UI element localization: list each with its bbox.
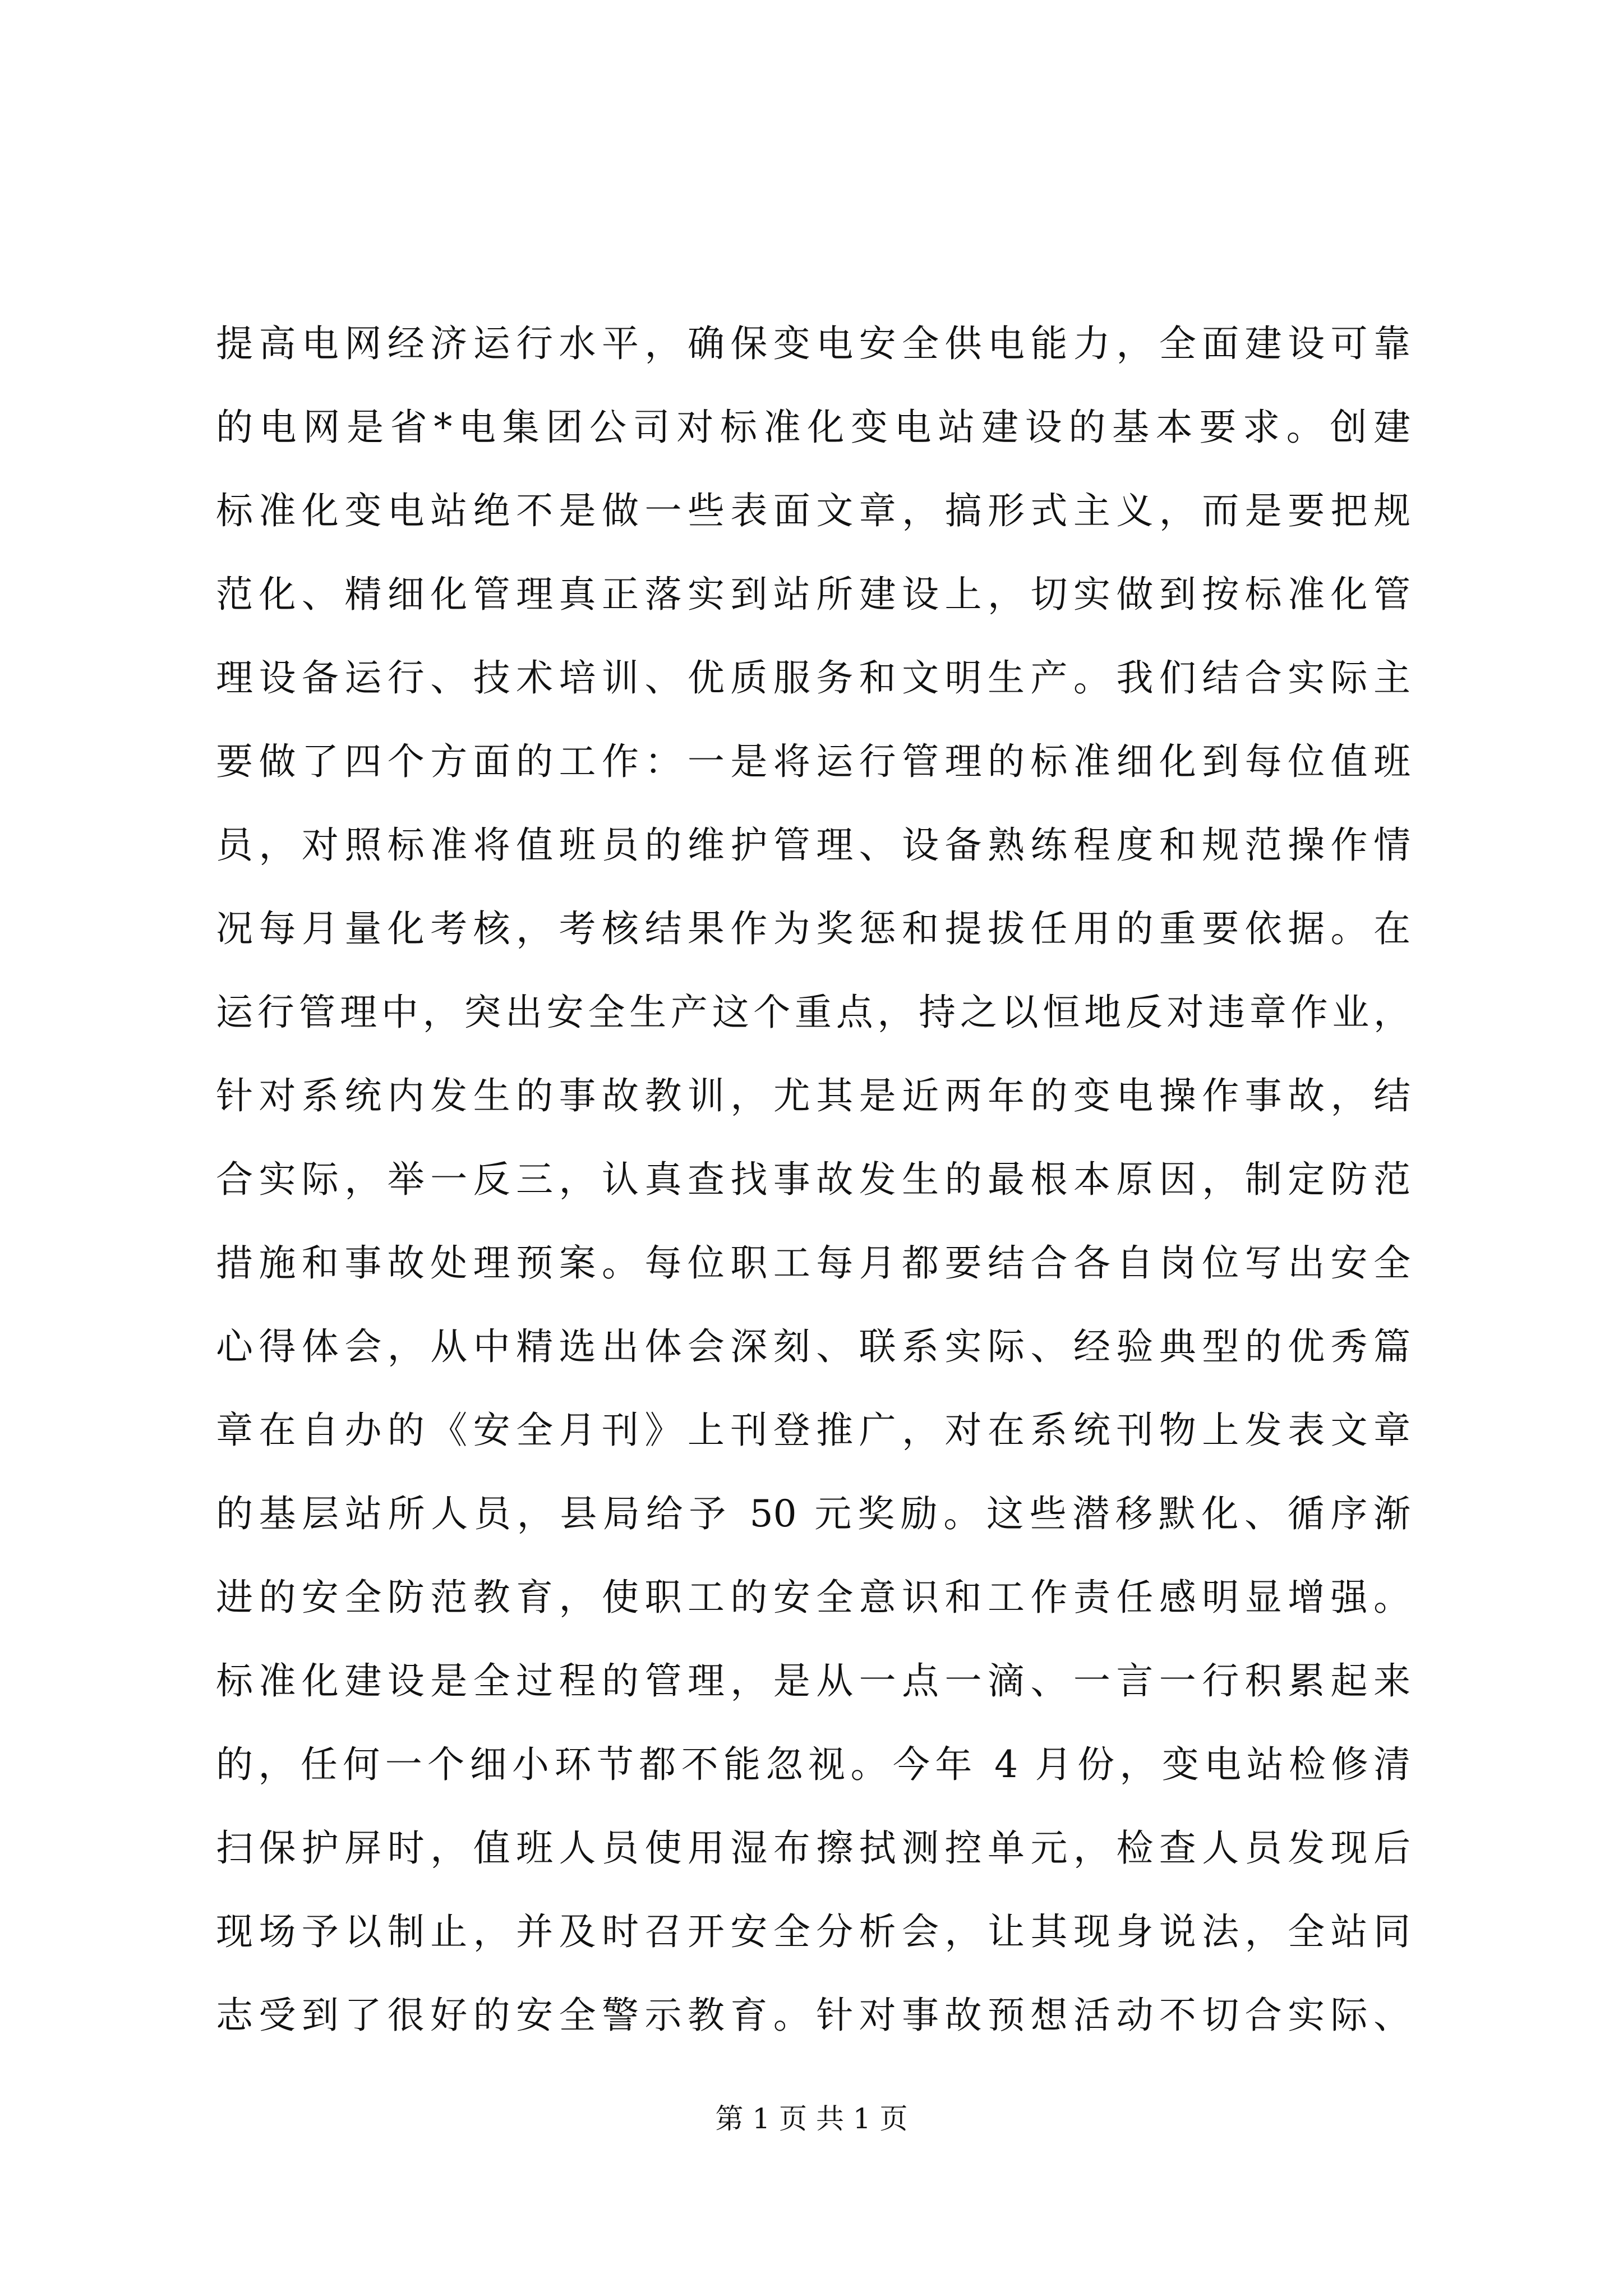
text-line: 提高电网经济运行水平，确保变电安全供电能力，全面建设可靠 [216, 322, 1410, 365]
text-line: 针对系统内发生的事故教训，尤其是近两年的变电操作事故，结 [216, 1074, 1410, 1117]
text-line: 志受到了很好的安全警示教育。针对事故预想活动不切合实际、 [216, 1994, 1410, 2037]
body-text [216, 302, 1410, 2057]
text-line: 运行管理中，突出安全生产这个重点，持之以恒地反对违章作业， [216, 991, 1410, 1034]
text-line: 章在自办的《安全月刊》上刊登推广，对在系统刊物上发表文章 [216, 1409, 1410, 1452]
text-line: 合实际，举一反三，认真查找事故发生的最根本原因，制定防范 [216, 1158, 1410, 1201]
text-line: 进的安全防范教育，使职工的安全意识和工作责任感明显增强。 [216, 1576, 1410, 1619]
text-line: 范化、精细化管理真正落实到站所建设上，切实做到按标准化管 [216, 573, 1410, 616]
text-line: 扫保护屏时，值班人员使用湿布擦拭测控单元，检查人员发现后 [216, 1826, 1410, 1870]
text-line: 要做了四个方面的工作：一是将运行管理的标准细化到每位值班 [216, 740, 1410, 783]
text-line: 的基层站所人员，县局给予 50 元奖励。这些潜移默化、循序渐 [216, 1492, 1410, 1535]
text-line: 的电网是省*电集团公司对标准化变电站建设的基本要求。创建 [216, 406, 1410, 449]
text-line: 况每月量化考核，考核结果作为奖惩和提拔任用的重要依据。在 [216, 907, 1410, 950]
text-line: 标准化建设是全过程的管理，是从一点一滴、一言一行积累起来 [216, 1659, 1410, 1703]
page-footer [0, 2099, 1623, 2138]
text-line: 员，对照标准将值班员的维护管理、设备熟练程度和规范操作情 [216, 823, 1410, 867]
text-line: 理设备运行、技术培训、优质服务和文明生产。我们结合实际主 [216, 656, 1410, 700]
text-line: 心得体会，从中精选出体会深刻、联系实际、经验典型的优秀篇 [216, 1325, 1410, 1368]
text-line: 现场予以制止，并及时召开安全分析会，让其现身说法，全站同 [216, 1910, 1410, 1953]
text-line: 标准化变电站绝不是做一些表面文章，搞形式主义，而是要把规 [216, 489, 1410, 532]
page-number-label: 第 1 页 共 1 页 [715, 2102, 908, 2135]
text-line: 措施和事故处理预案。每位职工每月都要结合各自岗位写出安全 [216, 1241, 1410, 1285]
text-line: 的，任何一个细小环节都不能忽视。今年 4 月份，变电站检修清 [216, 1743, 1410, 1786]
